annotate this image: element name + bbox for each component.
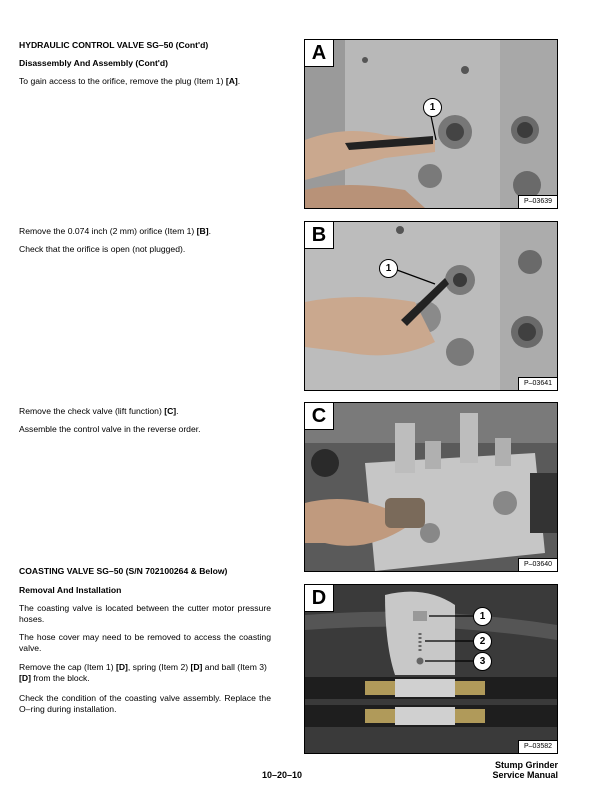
figure-b-letter: B — [305, 222, 334, 249]
step-c-text: Remove the check valve (lift function) [C]. — [19, 406, 179, 416]
figure-c-code: P–03640 — [518, 558, 557, 571]
figure-d — [304, 584, 558, 754]
figure-a-letter: A — [305, 40, 334, 67]
figure-d-code: P–03582 — [518, 740, 557, 753]
figure-d-letter: D — [305, 585, 334, 612]
figure-a-callout-1: 1 — [423, 98, 442, 117]
step-b-text: Remove the 0.074 inch (2 mm) orifice (Item 1) [B]. — [19, 226, 211, 236]
coasting-para-1: The coasting valve is located between the cutter motor pressure hoses. — [19, 603, 271, 624]
footer-title — [492, 760, 558, 780]
section-subheading: Disassembly And Assembly (Cont'd) — [19, 58, 168, 68]
figure-c-letter: C — [305, 403, 334, 430]
figure-b-code: P–03641 — [518, 377, 557, 390]
footer-manual: Service Manual — [492, 770, 558, 780]
footer-product: Stump Grinder — [494, 760, 558, 770]
section-heading: HYDRAULIC CONTROL VALVE SG–50 (Cont'd) — [19, 40, 209, 50]
figure-a-photo — [305, 40, 557, 208]
step-b-check-text: Check that the orifice is open (not plugged). — [19, 244, 186, 254]
coasting-para-4: Check the condition of the coasting valve assembly. Replace the O–ring during installation. — [19, 693, 271, 714]
figure-a — [304, 39, 558, 209]
figure-d-photo — [305, 585, 557, 753]
figure-b-photo — [305, 222, 557, 390]
coasting-para-3: Remove the cap (Item 1) [D], spring (Item 2) [D] and ball (Item 3) [D] from the block. — [19, 662, 267, 683]
figure-d-callout-1: 1 — [473, 607, 492, 626]
coasting-para-2: The hose cover may need to be removed to access the coasting valve. — [19, 632, 271, 653]
figure-a-code: P–03639 — [518, 195, 557, 208]
figure-d-callout-2: 2 — [473, 632, 492, 651]
step-a-text: To gain access to the orifice, remove the plug (Item 1) [A]. — [19, 76, 241, 86]
figure-b — [304, 221, 558, 391]
coasting-heading: COASTING VALVE SG–50 (S/N 702100264 & Below) — [19, 566, 228, 576]
coasting-subheading: Removal And Installation — [19, 585, 122, 595]
figure-c — [304, 402, 558, 572]
figure-d-callout-3: 3 — [473, 652, 492, 671]
step-c-assemble-text: Assemble the control valve in the reverse order. — [19, 424, 201, 434]
figure-b-callout-1: 1 — [379, 259, 398, 278]
page-number: 10–20–10 — [262, 770, 303, 780]
figure-c-photo — [305, 403, 557, 571]
